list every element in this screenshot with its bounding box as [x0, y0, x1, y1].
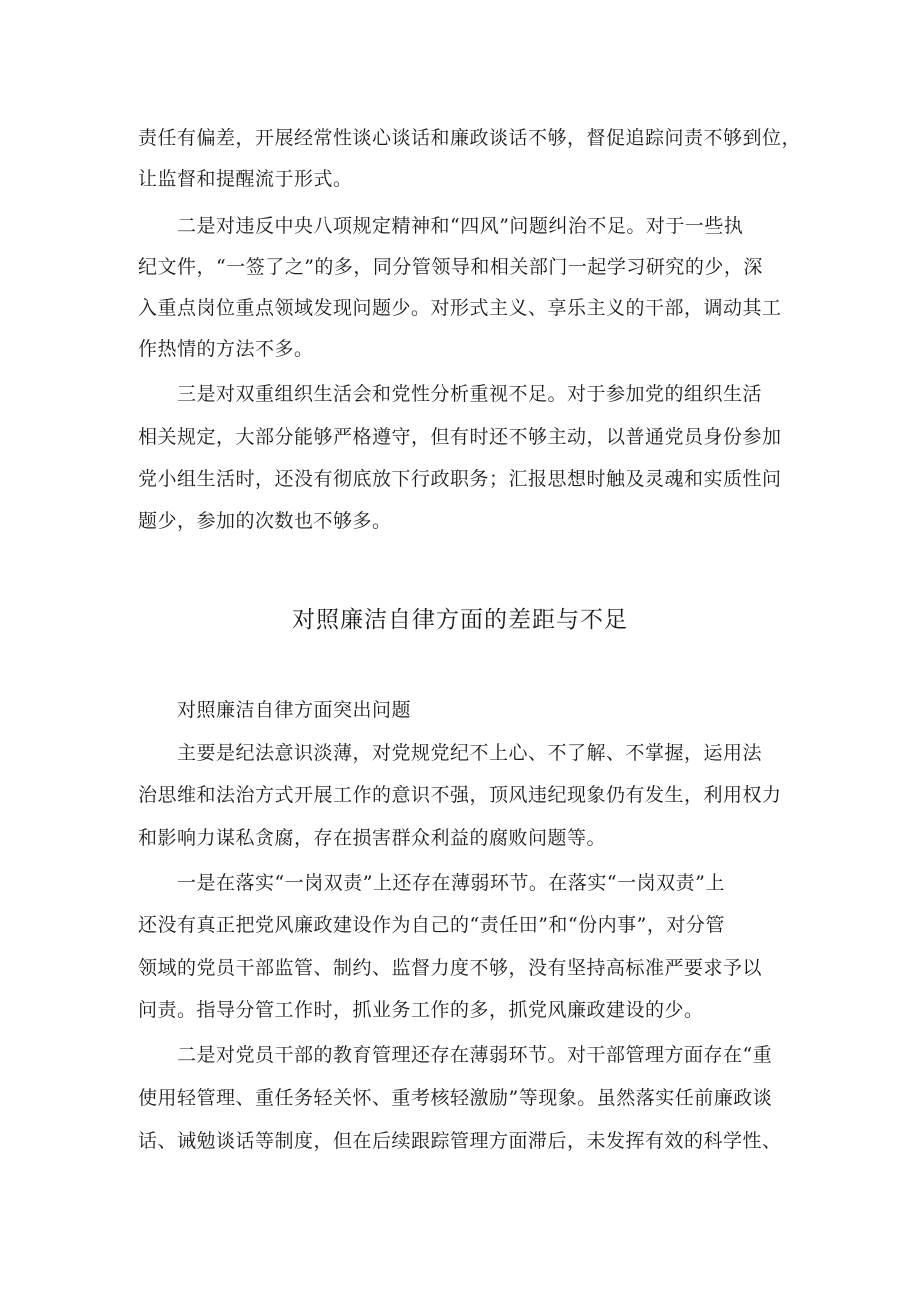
paragraph-line: 三是对双重组织生活会和党性分析重视不足。对于参加党的组织生活: [138, 383, 763, 405]
paragraph-line: 党小组生活时，还没有彻底放下行政职务；汇报思想时触及灵魂和实质性问: [138, 468, 782, 490]
paragraph-line: 入重点岗位重点领域发现问题少。对形式主义、享乐主义的干部，调动其工: [138, 297, 782, 319]
paragraph-line: 题少，参加的次数也不够多。: [138, 510, 392, 532]
paragraph-line: 责任有偏差，开展经常性谈心谈话和廉政谈话不够，督促追踪问责不够到位，: [138, 127, 802, 149]
paragraph-line: 治思维和法治方式开展工作的意识不强，顶风违纪现象仍有发生，利用权力: [138, 784, 782, 806]
paragraph-line: 二是对党员干部的教育管理还存在薄弱环节。对干部管理方面存在“重: [138, 1044, 773, 1066]
paragraph-line: 领域的党员干部监管、制约、监督力度不够，没有坚持高标准严要求予以: [138, 957, 763, 979]
paragraph-line: 问责。指导分管工作时，抓业务工作的多，抓党风廉政建设的少。: [138, 999, 704, 1021]
paragraph-line: 对照廉洁自律方面突出问题: [138, 699, 412, 721]
paragraph-line: 一是在落实“一岗双责”上还存在薄弱环节。在落实“一岗双责”上: [138, 872, 725, 894]
paragraph-line: 相关规定，大部分能够严格遵守，但有时还不够主动，以普通党员身份参加: [138, 426, 782, 448]
paragraph-line: 二是对违反中央八项规定精神和“四风”问题纠治不足。对于一些执: [138, 215, 744, 237]
paragraph-line: 让监督和提醒流于形式。: [138, 168, 353, 190]
paragraph-line: 还没有真正把党风廉政建设作为自己的“责任田”和“份内事”，对分管: [138, 914, 725, 936]
paragraph-line: 纪文件，“一签了之”的多，同分管领导和相关部门一起学习研究的少，深: [138, 256, 763, 278]
section-title: 对照廉洁自律方面的差距与不足: [292, 607, 628, 633]
paragraph-line: 和影响力谋私贪腐，存在损害群众利益的腐败问题等。: [138, 827, 607, 849]
paragraph-line: 主要是纪法意识淡薄，对党规党纪不上心、不了解、不掌握，运用法: [138, 742, 763, 764]
paragraph-line: 作热情的方法不多。: [138, 338, 314, 360]
paragraph-line: 话、诫勉谈话等制度，但在后续跟踪管理方面滞后，未发挥有效的科学性、: [138, 1130, 782, 1152]
paragraph-line: 使用轻管理、重任务轻关怀、重考核轻激励”等现象。虽然落实任前廉政谈: [138, 1087, 773, 1109]
